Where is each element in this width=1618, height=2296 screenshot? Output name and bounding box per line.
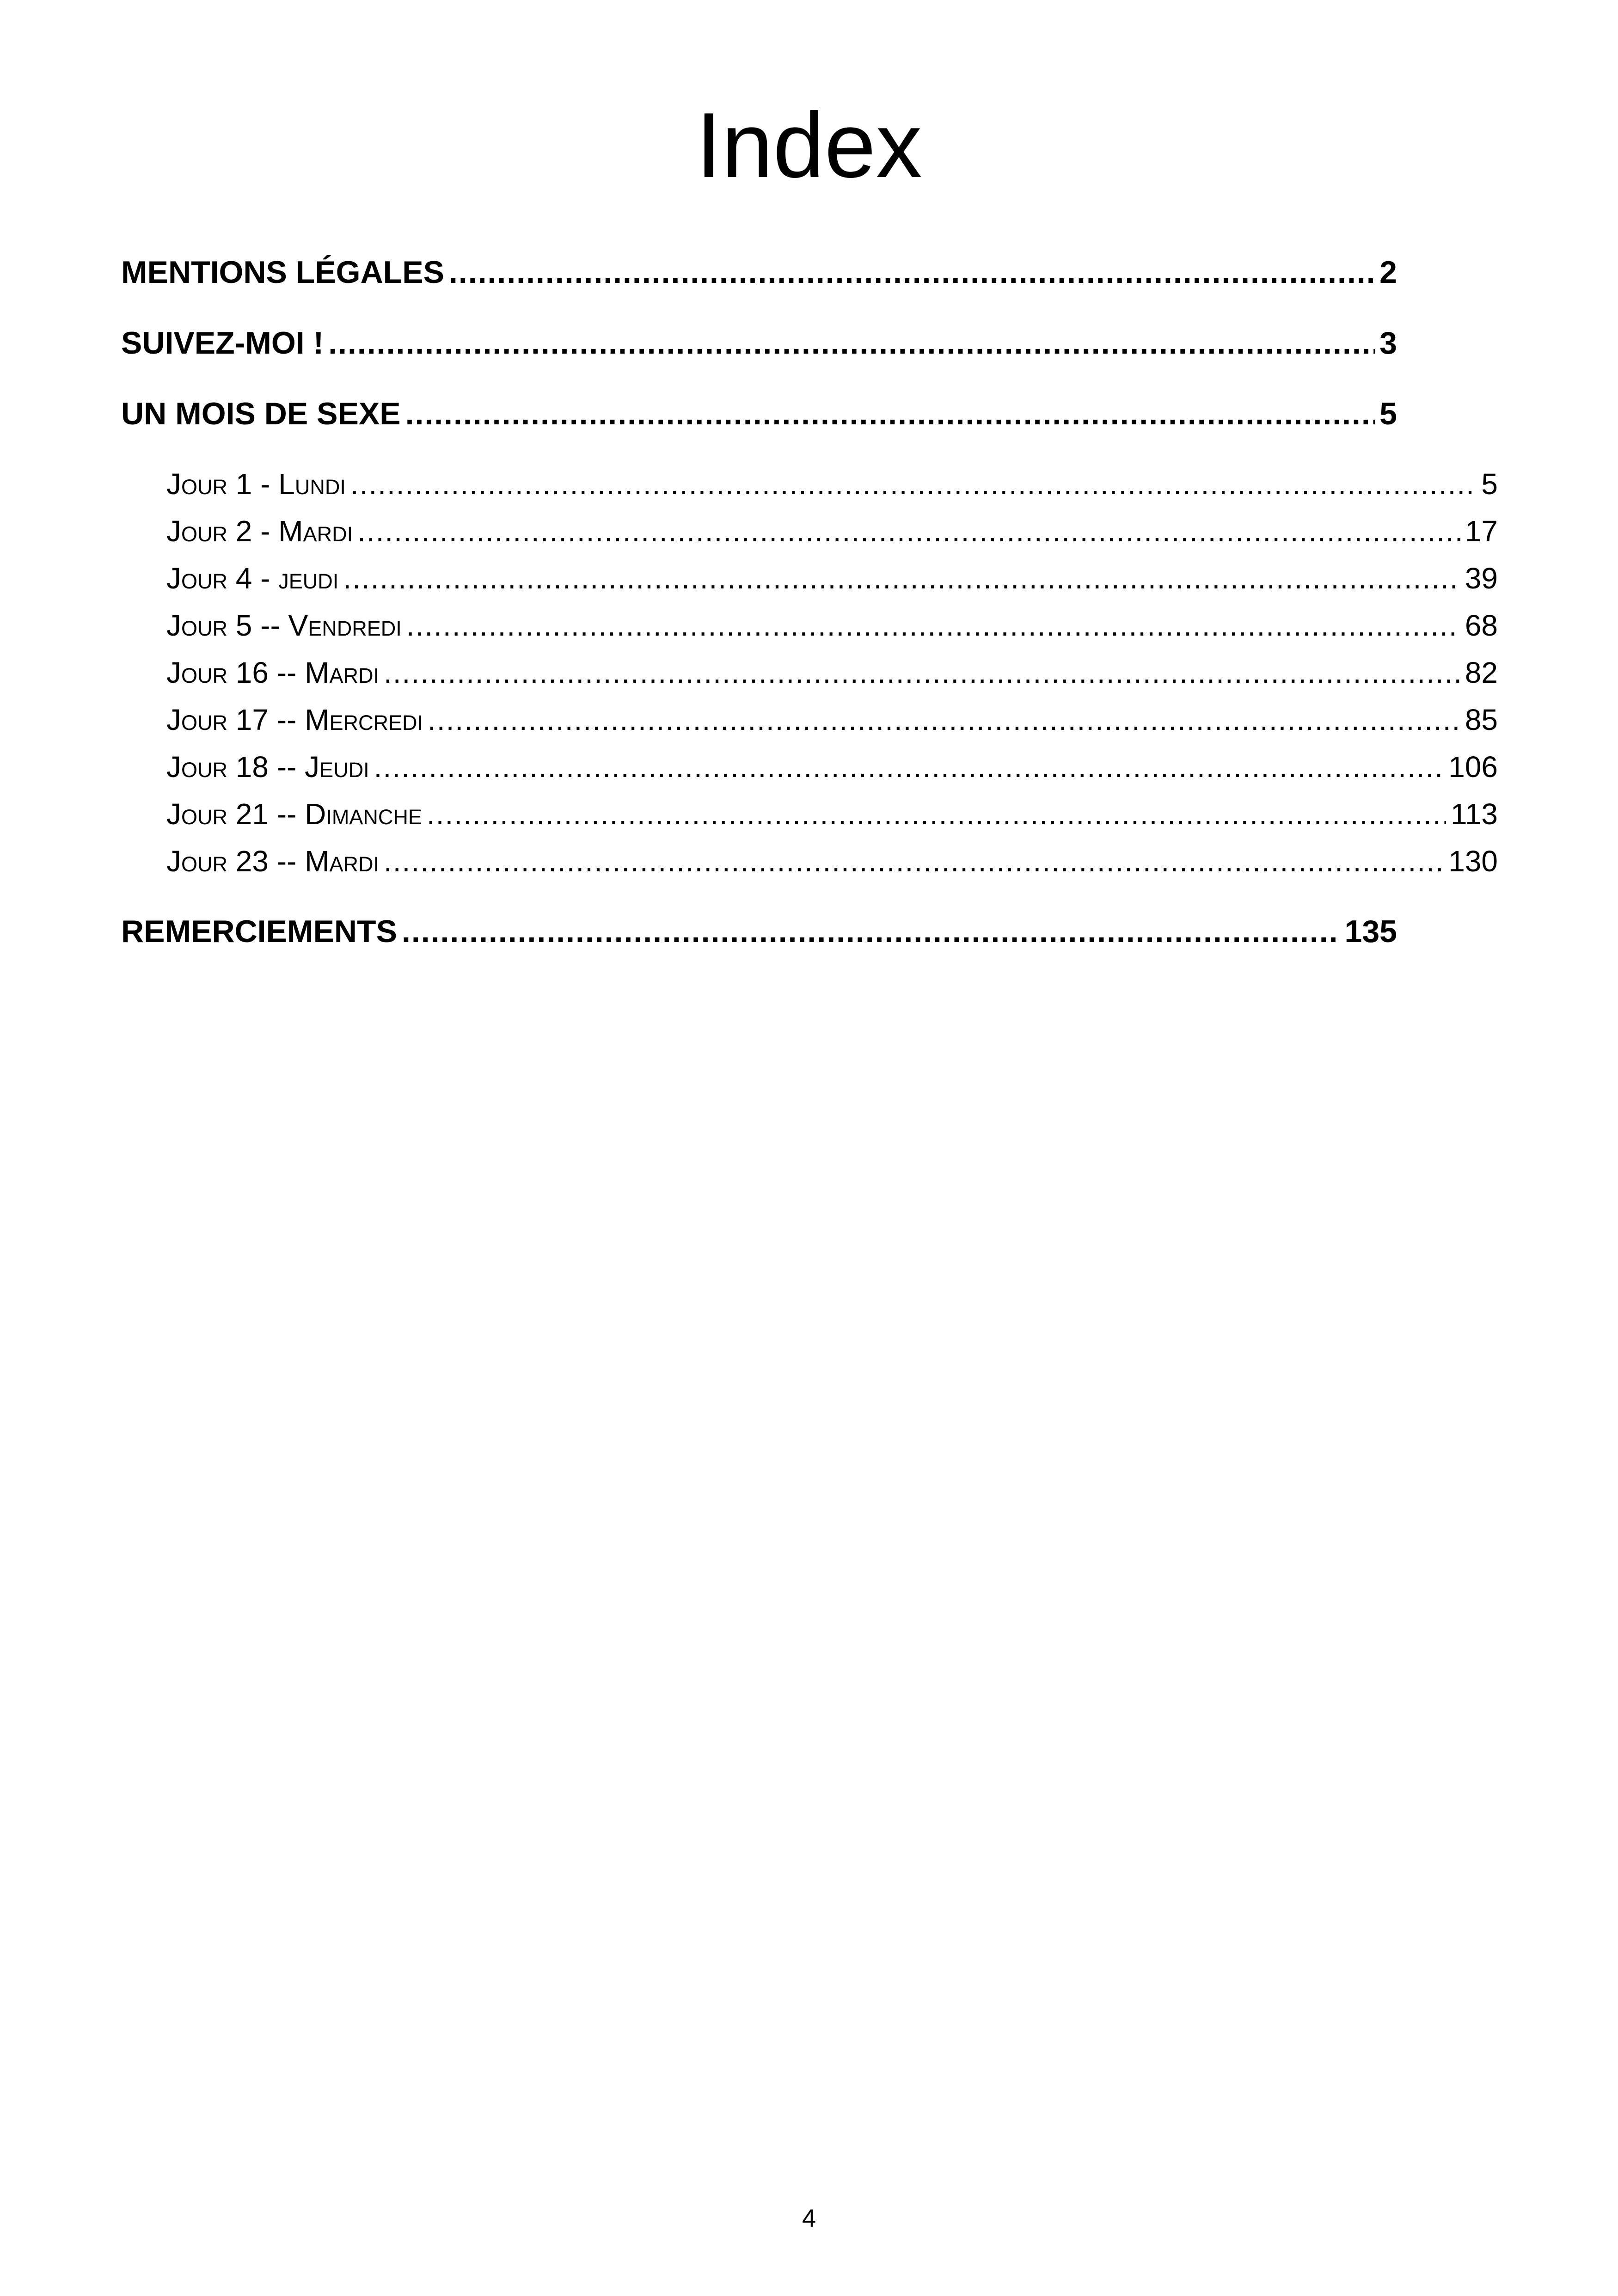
toc-entry-label: Jour 5 -- Vendredi [166, 609, 402, 642]
dot-leader [402, 913, 1340, 949]
dot-leader [350, 467, 1477, 501]
dot-leader [328, 325, 1375, 361]
dot-leader [406, 608, 1460, 643]
toc-entry-page: 82 [1465, 656, 1498, 689]
toc-entry-jour-4[interactable] [166, 561, 1498, 598]
toc-entry-label: Jour 17 -- Mercredi [166, 703, 423, 736]
dot-leader [449, 254, 1375, 290]
dot-leader [357, 514, 1460, 548]
dot-leader [405, 396, 1375, 432]
toc-entry-page: 39 [1465, 562, 1498, 595]
toc-entry-page: 68 [1465, 609, 1498, 642]
toc-entry-label: MENTIONS LÉGALES [121, 255, 444, 290]
toc-entry-label: Jour 18 -- Jeudi [166, 750, 369, 784]
toc-entry-page: 17 [1465, 514, 1498, 548]
toc-entry-page: 2 [1379, 255, 1397, 290]
page-number: 4 [802, 2204, 816, 2232]
toc-entry-label: Jour 1 - Lundi [166, 467, 346, 501]
toc-entry-remerciements[interactable] [121, 913, 1397, 955]
toc-entry-jour-16[interactable] [166, 655, 1498, 692]
toc-entry-mentions-legales[interactable] [121, 254, 1397, 296]
toc-entry-label: Jour 21 -- Dimanche [166, 797, 422, 831]
toc-entry-label: Jour 4 - jeudi [166, 562, 339, 595]
toc-entry-jour-2[interactable] [166, 514, 1498, 551]
dot-leader [384, 844, 1444, 878]
toc-entry-page: 106 [1448, 750, 1498, 784]
toc-entry-jour-23[interactable] [166, 844, 1498, 881]
toc-entry-label: Jour 2 - Mardi [166, 514, 353, 548]
toc-entry-jour-21[interactable] [166, 797, 1498, 834]
toc-entry-page: 130 [1448, 845, 1498, 878]
dot-leader [427, 797, 1446, 831]
dot-leader [343, 561, 1460, 595]
toc-entry-label: SUIVEZ-MOI ! [121, 325, 324, 361]
toc-entry-label: UN MOIS DE SEXE [121, 396, 401, 431]
toc-entry-un-mois-de-sexe[interactable] [121, 396, 1397, 437]
toc-entry-jour-18[interactable] [166, 750, 1498, 787]
toc-entry-suivez-moi[interactable] [121, 325, 1397, 367]
toc-entry-jour-17[interactable] [166, 703, 1498, 740]
page-title: Index [696, 94, 922, 197]
toc-entry-page: 5 [1379, 396, 1397, 431]
toc-entry-page: 5 [1481, 467, 1498, 501]
toc-entry-page: 3 [1379, 325, 1397, 361]
toc-entry-label: Jour 16 -- Mardi [166, 656, 379, 689]
toc-entry-label: REMERCIEMENTS [121, 914, 397, 949]
toc-entry-label: Jour 23 -- Mardi [166, 845, 379, 878]
toc-entry-page: 85 [1465, 703, 1498, 736]
dot-leader [374, 750, 1444, 784]
dot-leader [428, 703, 1460, 737]
toc-entry-page: 135 [1344, 914, 1397, 949]
dot-leader [384, 655, 1460, 690]
toc-entry-page: 113 [1450, 797, 1498, 831]
toc-entry-jour-1[interactable] [166, 467, 1498, 504]
toc-entry-jour-5[interactable] [166, 608, 1498, 645]
